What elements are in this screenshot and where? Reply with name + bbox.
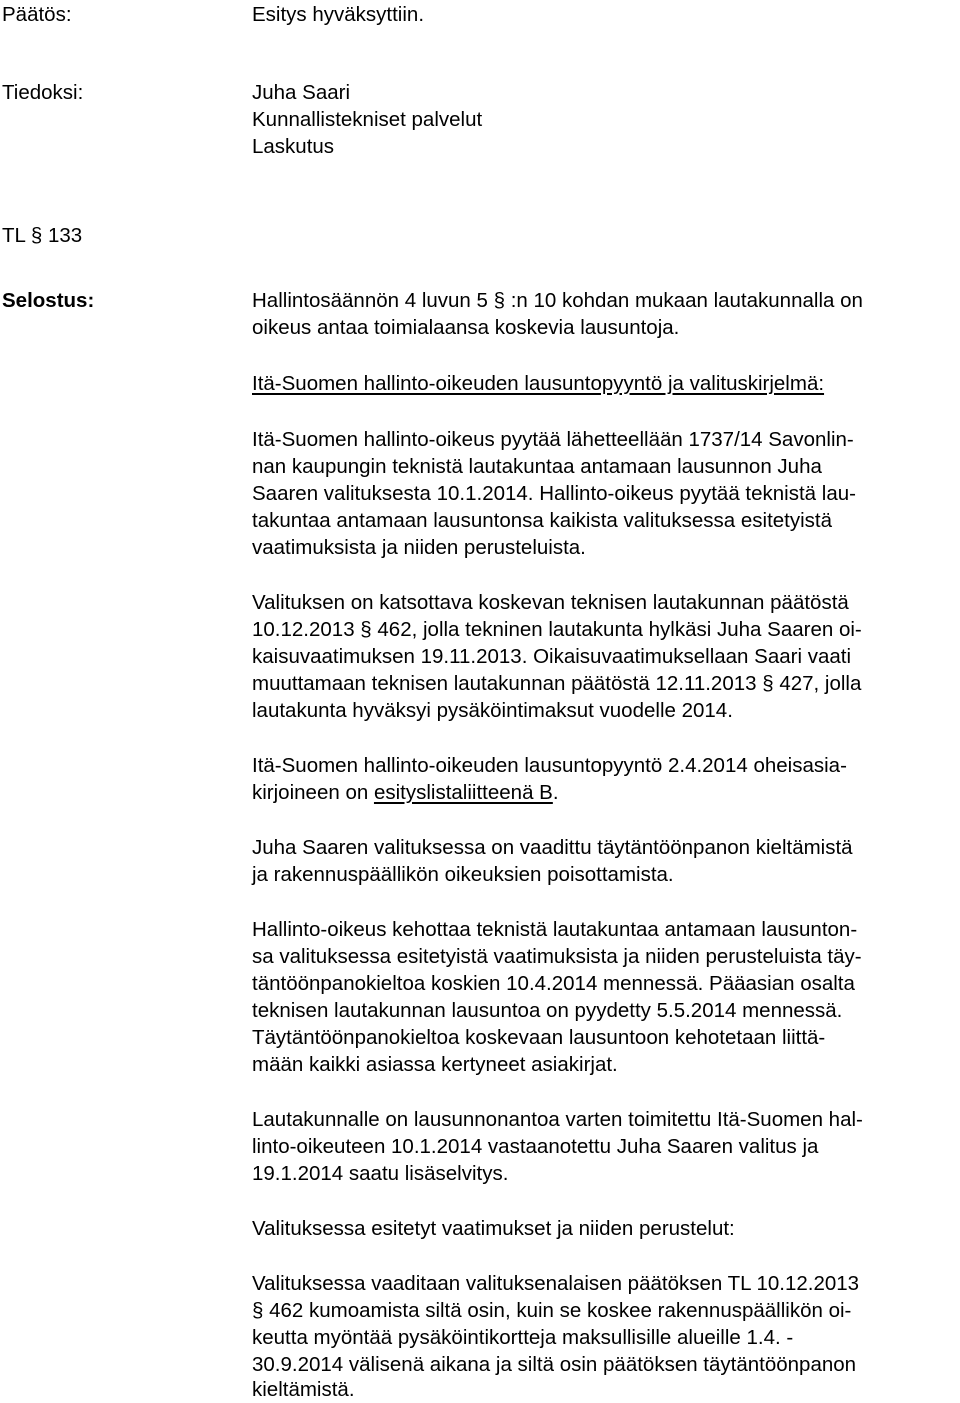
statement-label: Selostus: xyxy=(2,289,95,312)
statement-line: linto-oikeuteen 10.1.2014 vastaanotettu Juha Saaren valitus ja xyxy=(252,1135,819,1158)
statement-line: kaisuvaatimuksen 19.11.2013. Oikaisuvaatimuksellaan Saari vaati xyxy=(252,645,852,668)
statement-line: 10.12.2013 § 462, jolla tekninen lautakunta hylkäsi Juha Saaren oi- xyxy=(252,618,862,641)
notify-recipient: Laskutus xyxy=(252,135,335,158)
attachment-suffix: . xyxy=(552,781,559,804)
statement-line: nan kaupungin teknistä lautakuntaa antamaan lausunnon Juha xyxy=(252,455,822,478)
statement-line: Täytäntöönpanokieltoa koskevaan lausuntoon kehotetaan liittä- xyxy=(252,1026,826,1049)
statement-line: muuttamaan teknisen lautakunnan päätöstä 12.11.2013 § 427, jolla xyxy=(252,672,862,695)
statement-line: teknisen lautakunnan lausuntoa on pyydetty 5.5.2014 mennessä. xyxy=(252,999,843,1022)
section-header xyxy=(2,222,82,249)
statement-line: lautakunta hyväksyi pysäköintimaksut vuodelle 2014. xyxy=(252,699,733,722)
statement-line: mään kaikki asiassa kertyneet asiakirjat. xyxy=(252,1053,618,1076)
attachment-link[interactable]: esityslistaliitteenä B xyxy=(373,781,553,804)
section-prefix: TL xyxy=(2,224,26,247)
statement-line: 19.1.2014 saatu lisäselvitys. xyxy=(252,1162,509,1185)
statement-line: § 462 kumoamista siltä osin, kuin se koskee rakennuspäällikön oi- xyxy=(252,1299,852,1322)
decision-label: Päätös: xyxy=(2,3,72,26)
statement-line: keutta myöntää pysäköintikortteja maksullisille alueille 1.4. - xyxy=(252,1326,794,1349)
statement-line: kieltämistä. xyxy=(252,1378,355,1401)
statement-line: 30.9.2014 välisenä aikana ja siltä osin päätöksen täytäntöönpanon xyxy=(252,1353,857,1376)
notify-label: Tiedoksi: xyxy=(2,81,84,104)
statement-line: oikeus antaa toimialaansa koskevia lausuntoja. xyxy=(252,316,680,339)
notify-recipient: Kunnallistekniset palvelut xyxy=(252,108,483,131)
statement-line: Itä-Suomen hallinto-oikeus pyytää lähetteellään 1737/14 Savonlin- xyxy=(252,428,854,451)
statement-line: sa valituksessa esitetyistä vaatimuksista ja niiden perusteluista täy- xyxy=(252,945,862,968)
statement-line: Valituksessa vaaditaan valituksenalaisen päätöksen TL 10.12.2013 xyxy=(252,1272,860,1295)
statement-subheading: Itä-Suomen hallinto-oikeuden lausuntopyyntö ja valituskirjelmä: xyxy=(252,372,825,395)
statement-line: takuntaa antamaan lausuntonsa kaikista valituksessa esitetyistä xyxy=(252,509,833,532)
statement-line: Juha Saaren valituksessa on vaadittu täytäntöönpanon kieltämistä xyxy=(252,836,853,859)
statement-line: Hallinto-oikeus kehottaa teknistä lautakuntaa antamaan lausunton- xyxy=(252,918,858,941)
statement-line: Valituksessa esitetyt vaatimukset ja niiden perustelut: xyxy=(252,1217,735,1240)
statement-line: täntöönpanokieltoa koskien 10.4.2014 mennessä. Pääasian osalta xyxy=(252,972,855,995)
statement-line: Valituksen on katsottava koskevan teknisen lautakunnan päätöstä xyxy=(252,591,849,614)
statement-line: Hallintosäännön 4 luvun 5 § :n 10 kohdan mukaan lautakunnalla on xyxy=(252,289,863,312)
attachment-line xyxy=(252,779,559,806)
section-sign: § xyxy=(30,224,43,247)
statement-line: ja rakennuspäällikön oikeuksien poisottamista. xyxy=(252,863,674,886)
decision-text: Esitys hyväksyttiin. xyxy=(252,3,425,26)
statement-line: vaatimuksista ja niiden perusteluista. xyxy=(252,536,586,559)
attachment-prefix: kirjoineen on xyxy=(252,781,374,804)
statement-line: Lautakunnalle on lausunnonantoa varten toimitettu Itä-Suomen hal- xyxy=(252,1108,863,1131)
statement-line: Saaren valituksesta 10.1.2014. Hallinto-oikeus pyytää teknistä lau- xyxy=(252,482,856,505)
notify-recipient: Juha Saari xyxy=(252,81,351,104)
statement-line: Itä-Suomen hallinto-oikeuden lausuntopyyntö 2.4.2014 oheisasia- xyxy=(252,754,847,777)
section-number: 133 xyxy=(47,224,83,247)
